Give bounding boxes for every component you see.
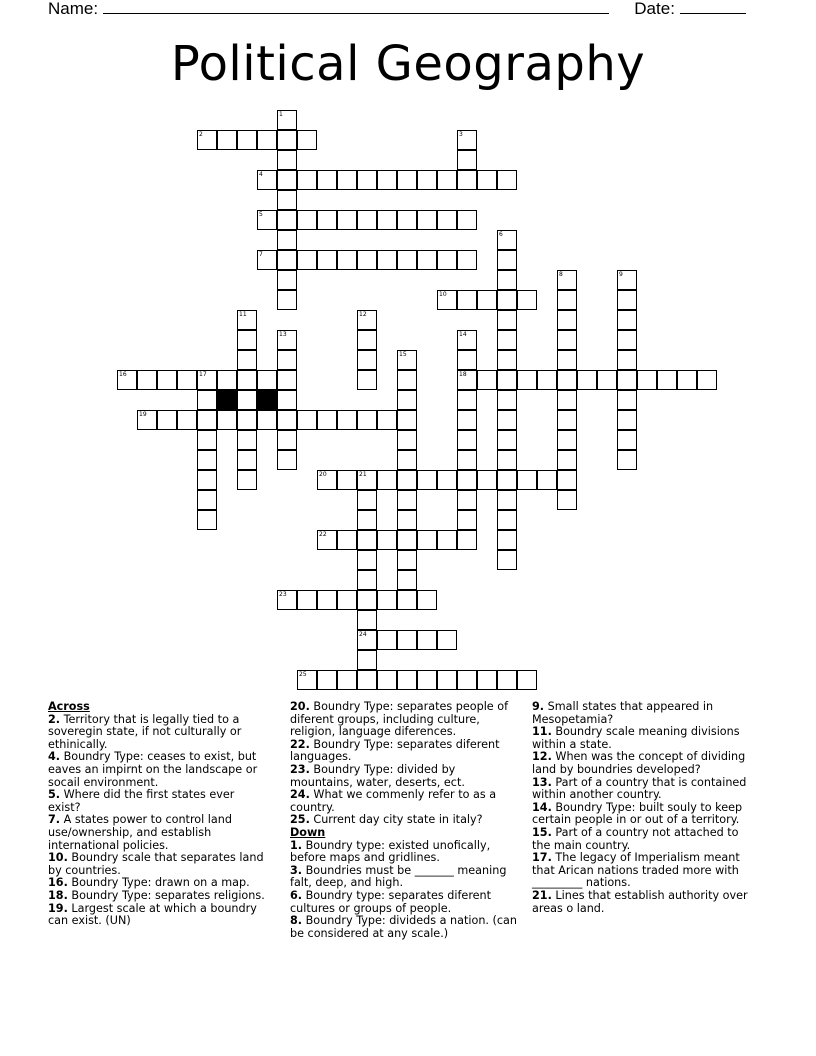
clue-text: Where did the first states ever exist?: [48, 788, 235, 814]
clue-number-label: 17: [199, 371, 207, 378]
grid-cell[interactable]: [297, 210, 317, 230]
grid-block: [257, 390, 277, 410]
grid-cell[interactable]: [277, 230, 297, 250]
grid-cell[interactable]: [237, 410, 257, 430]
grid-cell[interactable]: [617, 370, 637, 390]
grid-cell[interactable]: [637, 370, 657, 390]
clue-text: What we commenly refer to as a country.: [290, 788, 497, 814]
clue-number-label: 7: [259, 251, 263, 258]
grid-cell[interactable]: [337, 410, 357, 430]
grid-cell[interactable]: [457, 450, 477, 470]
grid-cell[interactable]: [357, 610, 377, 630]
clue-number: 12.: [532, 750, 552, 764]
grid-cell[interactable]: [357, 530, 377, 550]
grid-cell[interactable]: [397, 470, 417, 490]
grid-cell[interactable]: [557, 390, 577, 410]
down-clue: [532, 827, 758, 852]
grid-cell[interactable]: [397, 510, 417, 530]
clue-number: 18.: [48, 888, 68, 902]
grid-cell[interactable]: [317, 250, 337, 270]
clue-text: When was the concept of dividing land by boundries developed?: [532, 750, 746, 776]
grid-cell[interactable]: [517, 670, 537, 690]
grid-cell[interactable]: [437, 210, 457, 230]
clue-number: 10.: [48, 851, 68, 865]
across-clue: [48, 751, 268, 789]
grid-cell[interactable]: [397, 210, 417, 230]
grid-cell[interactable]: [377, 530, 397, 550]
down-clue: [532, 852, 758, 890]
grid-cell[interactable]: [457, 350, 477, 370]
grid-cell[interactable]: [277, 210, 297, 230]
grid-cell[interactable]: [277, 450, 297, 470]
grid-cell[interactable]: [337, 210, 357, 230]
grid-cell[interactable]: [457, 210, 477, 230]
clue-number: 2.: [48, 712, 61, 726]
clue-number: 5.: [48, 788, 61, 802]
down-heading: Down: [290, 825, 326, 839]
grid-cell[interactable]: [237, 390, 257, 410]
grid-cell[interactable]: [497, 510, 517, 530]
grid-cell[interactable]: [257, 130, 277, 150]
grid-cell[interactable]: [557, 450, 577, 470]
grid-cell[interactable]: [437, 470, 457, 490]
grid-cell[interactable]: [357, 490, 377, 510]
down-clue: [532, 802, 758, 827]
grid-cell[interactable]: [237, 130, 257, 150]
grid-cell[interactable]: [417, 590, 437, 610]
clue-number-label: 6: [499, 231, 503, 238]
clue-number-label: 14: [459, 331, 467, 338]
clue-number-label: 4: [259, 171, 263, 178]
grid-cell[interactable]: [297, 130, 317, 150]
grid-cell[interactable]: [437, 530, 457, 550]
grid-cell[interactable]: [437, 670, 457, 690]
grid-cell[interactable]: [497, 250, 517, 270]
grid-cell[interactable]: [417, 250, 437, 270]
clue-text: Small states that appeared in Mesopetamia?: [532, 700, 714, 726]
clue-number: 9.: [532, 700, 545, 713]
across-heading: Across: [48, 700, 90, 713]
grid-cell[interactable]: [437, 170, 457, 190]
grid-cell[interactable]: [397, 530, 417, 550]
grid-cell[interactable]: [357, 350, 377, 370]
grid-cell[interactable]: [337, 530, 357, 550]
grid-cell[interactable]: [457, 290, 477, 310]
grid-cell[interactable]: [237, 330, 257, 350]
down-clue: [532, 726, 758, 751]
grid-cell[interactable]: [497, 430, 517, 450]
clue-number-label: 8: [559, 271, 563, 278]
grid-cell[interactable]: [137, 370, 157, 390]
clue-text: Lines that establish authority over areas o land.: [532, 888, 748, 915]
grid-cell[interactable]: [377, 410, 397, 430]
clue-number-label: 18: [459, 371, 467, 378]
grid-cell[interactable]: [617, 390, 637, 410]
clue-number: 25.: [290, 813, 310, 827]
clue-number: 13.: [532, 775, 552, 789]
grid-cell[interactable]: [557, 490, 577, 510]
clue-number: 21.: [532, 888, 552, 902]
clue-number-label: 1: [279, 111, 283, 118]
grid-cell[interactable]: [297, 410, 317, 430]
grid-cell[interactable]: [417, 630, 437, 650]
grid-cell[interactable]: [477, 370, 497, 390]
grid-cell[interactable]: [377, 670, 397, 690]
down-clue: [290, 840, 518, 865]
grid-cell[interactable]: [497, 270, 517, 290]
grid-cell[interactable]: [297, 170, 317, 190]
grid-cell[interactable]: [397, 430, 417, 450]
grid-cell[interactable]: [357, 250, 377, 270]
clue-number-label: 20: [319, 471, 327, 478]
clue-text: Largest scale at which a boundry can exist. (UN): [48, 901, 257, 928]
grid-cell[interactable]: [397, 250, 417, 270]
clue-number-label: 24: [359, 631, 367, 638]
grid-cell[interactable]: [557, 370, 577, 390]
clue-number-label: 12: [359, 311, 367, 318]
grid-cell[interactable]: [517, 470, 537, 490]
grid-cell[interactable]: [397, 170, 417, 190]
grid-cell[interactable]: [277, 410, 297, 430]
clue-number: 15.: [532, 825, 552, 839]
grid-cell[interactable]: [497, 170, 517, 190]
clues-column-1: [48, 701, 268, 928]
grid-cell[interactable]: [197, 450, 217, 470]
grid-cell[interactable]: [497, 390, 517, 410]
grid-cell[interactable]: [377, 250, 397, 270]
grid-cell[interactable]: [497, 470, 517, 490]
clue-number-label: 15: [399, 351, 407, 358]
down-clue: [290, 865, 518, 890]
grid-cell[interactable]: [337, 470, 357, 490]
grid-cell[interactable]: [617, 450, 637, 470]
grid-cell[interactable]: [297, 250, 317, 270]
grid-cell[interactable]: [197, 490, 217, 510]
clue-text: Boundry Type: ceases to exist, but eaves an impirnt on the landscape or socail environment.: [48, 750, 258, 789]
grid-cell[interactable]: [497, 370, 517, 390]
grid-cell[interactable]: [577, 370, 597, 390]
grid-cell[interactable]: [457, 490, 477, 510]
grid-cell[interactable]: [617, 430, 637, 450]
grid-cell[interactable]: [357, 650, 377, 670]
clue-number-label: 16: [119, 371, 127, 378]
grid-cell[interactable]: [337, 670, 357, 690]
clues-column-3: [532, 701, 758, 915]
grid-cell[interactable]: [497, 290, 517, 310]
down-clue: [290, 890, 518, 915]
grid-cell[interactable]: [457, 250, 477, 270]
grid-cell[interactable]: [497, 330, 517, 350]
grid-cell[interactable]: [277, 290, 297, 310]
grid-cell[interactable]: [317, 210, 337, 230]
grid-cell[interactable]: [497, 310, 517, 330]
clue-number: 11.: [532, 725, 552, 739]
clue-number: 4.: [48, 750, 61, 764]
clue-number-label: 3: [459, 131, 463, 138]
grid-cell[interactable]: [537, 470, 557, 490]
grid-cell[interactable]: [257, 410, 277, 430]
grid-cell[interactable]: [357, 510, 377, 530]
clue-number: 17.: [532, 851, 552, 865]
across-clue: [48, 852, 268, 877]
clue-number-label: 21: [359, 471, 367, 478]
grid-cell[interactable]: [377, 210, 397, 230]
down-clue: [532, 890, 758, 915]
across-clue: [48, 814, 268, 852]
clue-text: Boundry Type: built souly to keep certain people in or out of a territory.: [532, 800, 743, 827]
grid-cell[interactable]: [617, 290, 637, 310]
grid-cell[interactable]: [397, 570, 417, 590]
grid-cell[interactable]: [397, 410, 417, 430]
across-clue: [290, 701, 518, 739]
grid-cell[interactable]: [357, 670, 377, 690]
clue-text: A states power to control land use/ownership, and establish international policies.: [48, 813, 232, 852]
grid-cell[interactable]: [497, 350, 517, 370]
grid-cell[interactable]: [657, 370, 677, 390]
grid-cell[interactable]: [357, 410, 377, 430]
grid-cell[interactable]: [557, 430, 577, 450]
grid-cell[interactable]: [417, 210, 437, 230]
grid-cell[interactable]: [277, 250, 297, 270]
grid-cell[interactable]: [237, 430, 257, 450]
grid-cell[interactable]: [457, 390, 477, 410]
grid-cell[interactable]: [617, 350, 637, 370]
grid-cell[interactable]: [477, 670, 497, 690]
grid-cell[interactable]: [397, 590, 417, 610]
clues-column-2: [290, 701, 518, 940]
grid-cell[interactable]: [337, 170, 357, 190]
grid-cell[interactable]: [417, 470, 437, 490]
clue-number-label: 11: [239, 311, 247, 318]
grid-cell[interactable]: [197, 470, 217, 490]
grid-cell[interactable]: [197, 410, 217, 430]
grid-cell[interactable]: [377, 630, 397, 650]
grid-cell[interactable]: [357, 330, 377, 350]
grid-cell[interactable]: [557, 290, 577, 310]
grid-cell[interactable]: [497, 530, 517, 550]
grid-cell[interactable]: [477, 170, 497, 190]
clue-text: Boundries must be _______ meaning falt, deep, and high.: [290, 863, 507, 890]
grid-cell[interactable]: [237, 350, 257, 370]
grid-cell[interactable]: [217, 130, 237, 150]
grid-cell[interactable]: [457, 530, 477, 550]
grid-cell[interactable]: [537, 370, 557, 390]
grid-cell[interactable]: [377, 470, 397, 490]
clue-number-label: 25: [299, 671, 307, 678]
clue-text: The legacy of Imperialism meant that Arican nations traded more with _________ nations.: [532, 851, 740, 890]
grid-cell[interactable]: [437, 630, 457, 650]
clue-number-label: 22: [319, 531, 327, 538]
grid-cell[interactable]: [337, 590, 357, 610]
grid-cell[interactable]: [237, 370, 257, 390]
clue-number-label: 23: [279, 591, 287, 598]
clue-text: Boundry Type: divideds a nation. (can be considered at any scale.): [290, 914, 517, 940]
clue-number: 16.: [48, 876, 68, 890]
clue-number-label: 10: [439, 291, 447, 298]
grid-cell[interactable]: [457, 510, 477, 530]
grid-cell[interactable]: [557, 470, 577, 490]
across-clue: [48, 714, 268, 752]
clue-number: 3.: [290, 863, 303, 877]
grid-cell[interactable]: [277, 390, 297, 410]
clue-number: 8.: [290, 914, 303, 928]
clue-text: Boundry Type: separates religions.: [71, 888, 265, 902]
grid-cell[interactable]: [397, 490, 417, 510]
grid-cell[interactable]: [557, 350, 577, 370]
clue-text: Boundry Type: separates people of diferent groups, including culture, religion, language diferences.: [290, 700, 509, 739]
grid-cell[interactable]: [417, 530, 437, 550]
grid-cell[interactable]: [357, 550, 377, 570]
clue-number: 20.: [290, 700, 310, 713]
grid-cell[interactable]: [417, 670, 437, 690]
clue-number: 24.: [290, 788, 310, 802]
grid-cell[interactable]: [277, 370, 297, 390]
grid-cell[interactable]: [557, 410, 577, 430]
clue-number-label: 5: [259, 211, 263, 218]
grid-cell[interactable]: [617, 330, 637, 350]
clue-number: 14.: [532, 800, 552, 814]
page-title: Political Geography: [170, 36, 646, 92]
grid-cell[interactable]: [197, 390, 217, 410]
clue-number: 7.: [48, 813, 61, 827]
across-clue: [48, 789, 268, 814]
grid-cell[interactable]: [277, 150, 297, 170]
clue-number: 6.: [290, 888, 303, 902]
clue-text: Boundry scale meaning divisions within a state.: [532, 725, 740, 751]
grid-cell[interactable]: [177, 370, 197, 390]
grid-cell[interactable]: [357, 210, 377, 230]
grid-cell[interactable]: [277, 350, 297, 370]
grid-cell[interactable]: [277, 270, 297, 290]
clue-text: Boundry scale that separates land by countries.: [48, 851, 264, 877]
grid-cell[interactable]: [277, 170, 297, 190]
clue-text: Boundry Type: divided by mountains, water, deserts, ect.: [290, 762, 465, 789]
grid-cell[interactable]: [397, 450, 417, 470]
clue-text: Current day city state in italy?: [313, 813, 483, 827]
grid-cell[interactable]: [357, 570, 377, 590]
grid-cell[interactable]: [377, 170, 397, 190]
clue-number: 19.: [48, 901, 68, 915]
grid-cell[interactable]: [477, 290, 497, 310]
clue-text: Territory that is legally tied to a soveregin state, if not culturally or ethinically.: [48, 712, 242, 751]
down-clue: [532, 701, 758, 726]
grid-cell[interactable]: [197, 510, 217, 530]
grid-cell[interactable]: [257, 370, 277, 390]
grid-cell[interactable]: [157, 410, 177, 430]
grid-cell[interactable]: [457, 670, 477, 690]
grid-cell[interactable]: [357, 170, 377, 190]
grid-cell[interactable]: [457, 170, 477, 190]
down-clue: [532, 777, 758, 802]
name-label: Name:: [48, 0, 99, 18]
grid-cell[interactable]: [317, 670, 337, 690]
grid-cell[interactable]: [617, 410, 637, 430]
grid-cell[interactable]: [457, 430, 477, 450]
grid-cell[interactable]: [297, 590, 317, 610]
grid-cell[interactable]: [357, 590, 377, 610]
grid-cell[interactable]: [317, 410, 337, 430]
grid-cell[interactable]: [357, 370, 377, 390]
grid-cell[interactable]: [317, 170, 337, 190]
grid-cell[interactable]: [397, 670, 417, 690]
grid-cell[interactable]: [617, 310, 637, 330]
grid-cell[interactable]: [177, 410, 197, 430]
grid-cell[interactable]: [557, 310, 577, 330]
clue-number: 1.: [290, 838, 303, 852]
grid-cell[interactable]: [237, 450, 257, 470]
grid-block: [217, 390, 237, 410]
clue-number-label: 19: [139, 411, 147, 418]
clue-number-label: 13: [279, 331, 287, 338]
grid-cell[interactable]: [217, 370, 237, 390]
clue-text: Boundry type: separates diferent cultures or groups of people.: [290, 888, 492, 915]
grid-cell[interactable]: [217, 410, 237, 430]
grid-cell[interactable]: [377, 590, 397, 610]
grid-cell[interactable]: [397, 550, 417, 570]
grid-cell[interactable]: [277, 190, 297, 210]
grid-cell[interactable]: [397, 630, 417, 650]
clue-text: Part of a country that is contained within another country.: [532, 775, 747, 802]
clue-number: 23.: [290, 762, 310, 776]
clue-text: Boundry type: existed unofically, before maps and gridlines.: [290, 838, 491, 865]
grid-cell[interactable]: [157, 370, 177, 390]
grid-cell[interactable]: [457, 470, 477, 490]
date-label: Date:: [634, 0, 675, 18]
grid-cell[interactable]: [597, 370, 617, 390]
grid-cell[interactable]: [517, 370, 537, 390]
grid-cell[interactable]: [337, 250, 357, 270]
grid-cell[interactable]: [197, 430, 217, 450]
grid-cell[interactable]: [497, 670, 517, 690]
grid-cell[interactable]: [457, 150, 477, 170]
grid-cell[interactable]: [457, 410, 477, 430]
grid-cell[interactable]: [397, 390, 417, 410]
grid-cell[interactable]: [497, 450, 517, 470]
grid-cell[interactable]: [497, 490, 517, 510]
grid-cell[interactable]: [397, 370, 417, 390]
grid-cell[interactable]: [497, 410, 517, 430]
grid-cell[interactable]: [677, 370, 697, 390]
grid-cell[interactable]: [317, 590, 337, 610]
grid-cell[interactable]: [557, 330, 577, 350]
grid-cell[interactable]: [237, 470, 257, 490]
across-clue: [290, 739, 518, 764]
across-clue: [290, 764, 518, 789]
clue-text: Boundry Type: separates diferent languages.: [290, 737, 500, 764]
down-clue: [290, 915, 518, 940]
grid-cell[interactable]: [417, 170, 437, 190]
down-clue: [532, 751, 758, 776]
grid-cell[interactable]: [697, 370, 717, 390]
clue-number-label: 2: [199, 131, 203, 138]
across-clue: [290, 789, 518, 814]
grid-cell[interactable]: [517, 290, 537, 310]
clue-text: Boundry Type: drawn on a map.: [71, 876, 250, 890]
grid-cell[interactable]: [437, 250, 457, 270]
grid-cell[interactable]: [277, 130, 297, 150]
clue-text: Part of a country not attached to the main country.: [532, 825, 739, 852]
grid-cell[interactable]: [277, 430, 297, 450]
across-clue: [48, 903, 268, 928]
grid-cell[interactable]: [477, 470, 497, 490]
clue-number: 22.: [290, 737, 310, 751]
clue-number-label: 9: [619, 271, 623, 278]
grid-cell[interactable]: [497, 550, 517, 570]
